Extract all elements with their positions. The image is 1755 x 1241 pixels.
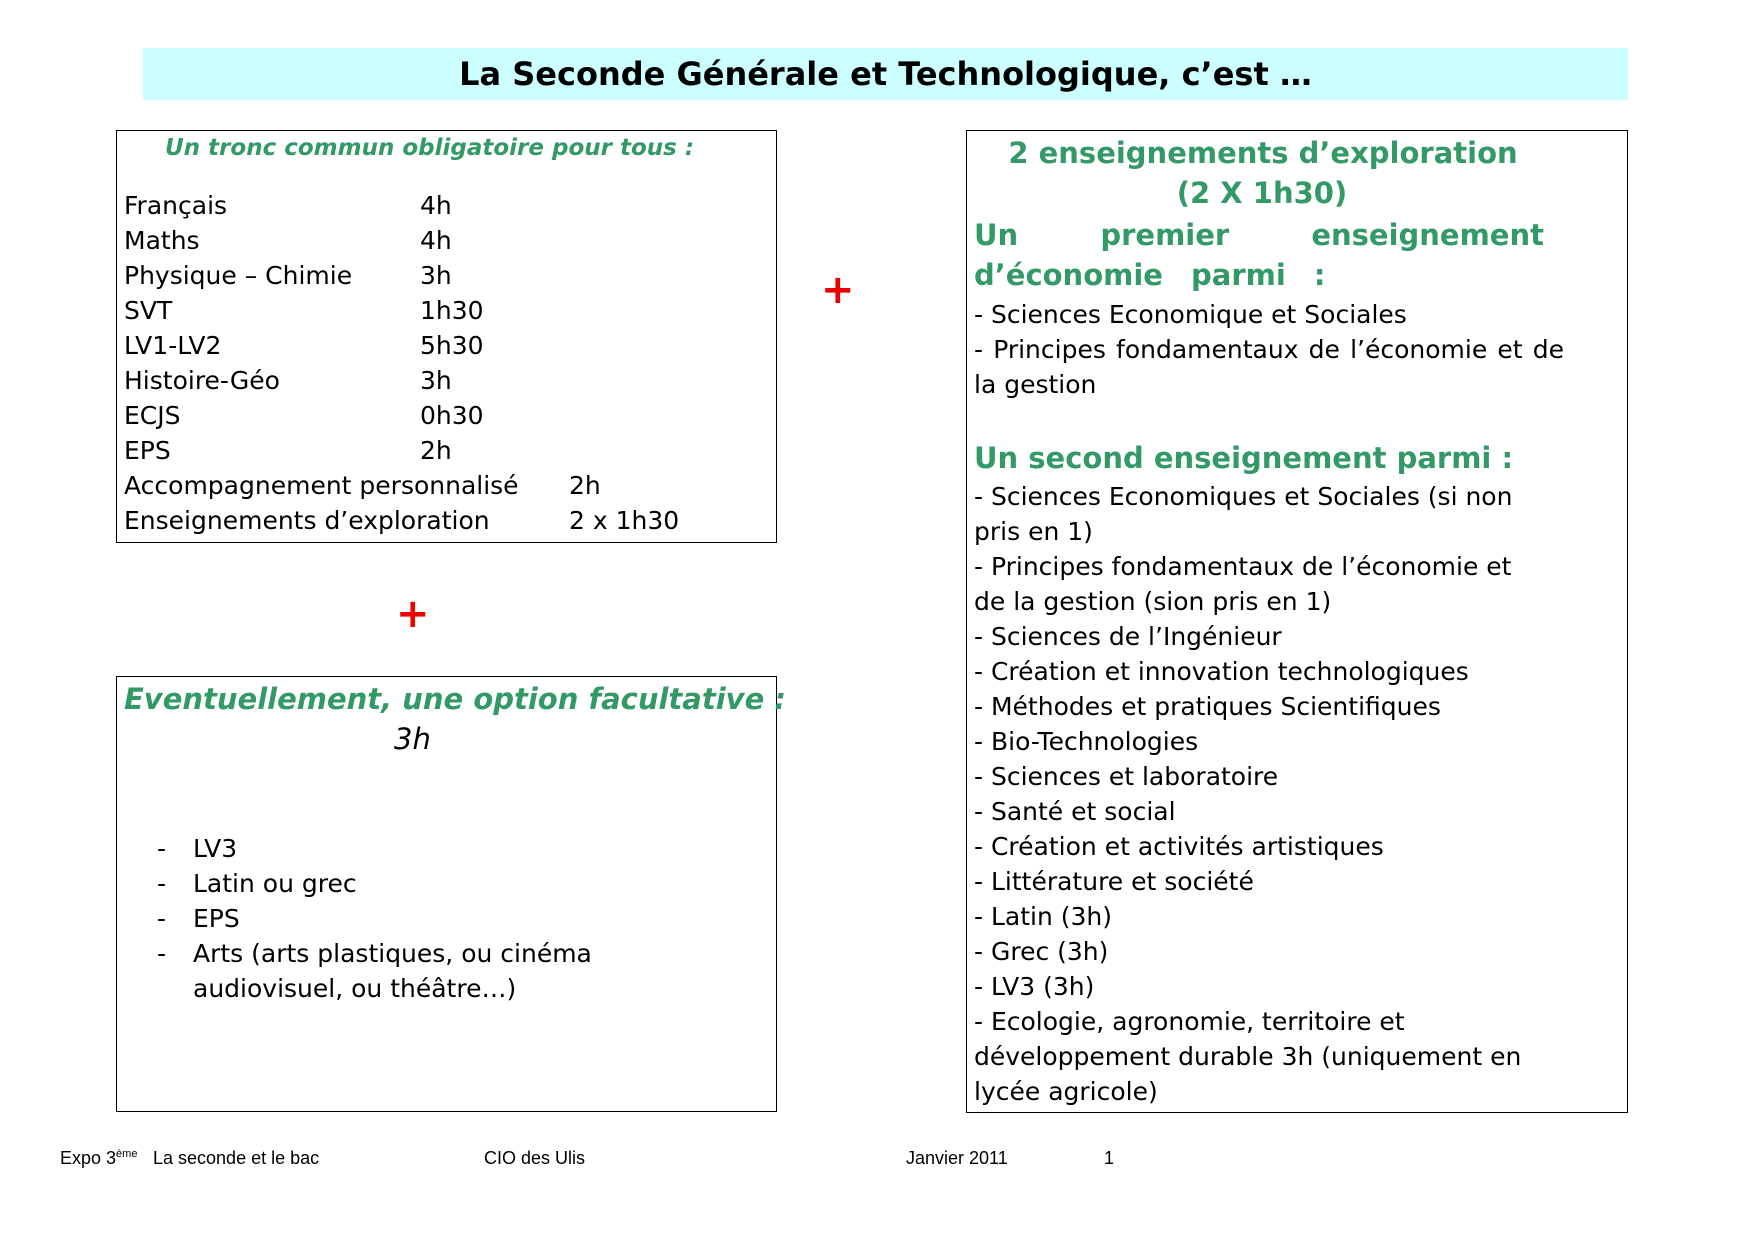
subject-name: Maths	[124, 226, 200, 255]
subject-hours: 2 x 1h30	[569, 506, 680, 535]
second-list	[974, 479, 1544, 1109]
subject-hours: 3h	[420, 261, 452, 290]
list-item: - Sciences Economique et Sociales	[974, 300, 1407, 329]
plus-sign-right: +	[821, 267, 855, 313]
list-item: - Principes fondamentaux de l’économie et de la gestion	[974, 335, 1564, 399]
subject-name: SVT	[124, 296, 173, 325]
subject-row	[124, 328, 484, 363]
subject-row	[124, 468, 601, 503]
list-item: - Bio-Technologies	[974, 727, 1199, 756]
list-item: - Méthodes et pratiques Scientifiques	[974, 692, 1441, 721]
footer-expo-sup: ème	[116, 1148, 138, 1160]
list-item: - Littérature et société	[974, 867, 1254, 896]
list-item: - Arts (arts plastiques, ou cinéma audiovisuel, ou théâtre…)	[157, 939, 592, 1003]
subject-hours: 4h	[420, 226, 452, 255]
footer-page-number: 1	[1104, 1148, 1115, 1168]
list-item: - Sciences de l’Ingénieur	[974, 622, 1282, 651]
footer-expo	[60, 1148, 137, 1169]
list-item: - Création et activités artistiques	[974, 832, 1384, 861]
option-item: EPS	[193, 904, 240, 933]
list-item: - Principes fondamentaux de l’économie et de la gestion (sion pris en 1)	[974, 552, 1512, 616]
plus-sign-bottom: +	[396, 591, 430, 637]
subject-hours: 2h	[569, 471, 601, 500]
page-title: La Seconde Générale et Technologique, c’est …	[459, 55, 1312, 93]
first-heading: Un premier enseignement d’économie parmi :	[974, 218, 1544, 292]
subject-row	[124, 188, 452, 223]
list-item: - Latin ou grec	[157, 869, 357, 898]
subject-name: Histoire-Géo	[124, 366, 280, 395]
footer-org: CIO des Ulis	[484, 1148, 586, 1168]
option-item: LV3	[193, 834, 238, 863]
option-item: Arts (arts plastiques, ou cinéma audiovisuel, ou théâtre…)	[193, 939, 592, 1003]
subject-name: EPS	[124, 436, 171, 465]
tronc-commun-heading: Un tronc commun obligatoire pour tous :	[165, 135, 695, 161]
list-item: - Sciences et laboratoire	[974, 762, 1279, 791]
first-list	[974, 297, 1564, 402]
list-item: - LV3	[157, 834, 238, 863]
subject-hours: 3h	[420, 366, 452, 395]
list-item: - Ecologie, agronomie, territoire et développement durable 3h (uniquement en lycée agricole)	[974, 1007, 1522, 1106]
list-item: - LV3 (3h)	[974, 972, 1095, 1001]
subject-row	[124, 293, 484, 328]
list-item: - Latin (3h)	[974, 902, 1113, 931]
option-list	[157, 831, 653, 1006]
subject-name: LV1-LV2	[124, 331, 222, 360]
option-item: Latin ou grec	[193, 869, 357, 898]
subject-row	[124, 398, 484, 433]
subject-hours: 5h30	[420, 331, 484, 360]
second-heading: Un second enseignement parmi :	[974, 441, 1514, 475]
list-item: - Santé et social	[974, 797, 1176, 826]
footer-expo-text: Expo 3	[60, 1148, 117, 1168]
subject-name: Accompagnement personnalisé	[124, 471, 519, 500]
list-item: - Sciences Economiques et Sociales (si non pris en 1)	[974, 482, 1513, 546]
subject-name: ECJS	[124, 401, 181, 430]
list-item: - EPS	[157, 904, 240, 933]
list-item: - Création et innovation technologiques	[974, 657, 1469, 686]
subject-row	[124, 363, 452, 398]
subject-name: Français	[124, 191, 228, 220]
title-banner	[143, 48, 1628, 100]
subject-row	[124, 503, 680, 538]
exploration-title: 2 enseignements d’exploration	[1008, 136, 1518, 170]
option-heading: Eventuellement, une option facultative :	[124, 682, 786, 716]
exploration-box	[966, 130, 1628, 1113]
exploration-subtitle: (2 X 1h30)	[1176, 176, 1348, 210]
subject-row	[124, 433, 452, 468]
subject-row	[124, 258, 452, 293]
footer-date: Janvier 2011	[906, 1148, 1008, 1168]
option-hours: 3h	[394, 722, 431, 756]
subject-name: Physique – Chimie	[124, 261, 353, 290]
list-item: - Grec (3h)	[974, 937, 1109, 966]
footer-subject: La seconde et le bac	[153, 1148, 320, 1168]
subject-hours: 4h	[420, 191, 452, 220]
subject-row	[124, 223, 452, 258]
subject-hours: 2h	[420, 436, 452, 465]
subject-hours: 0h30	[420, 401, 484, 430]
subject-name: Enseignements d’exploration	[124, 506, 490, 535]
tronc-commun-box	[116, 130, 777, 543]
option-facultative-box	[116, 676, 786, 1112]
subject-hours: 1h30	[420, 296, 484, 325]
